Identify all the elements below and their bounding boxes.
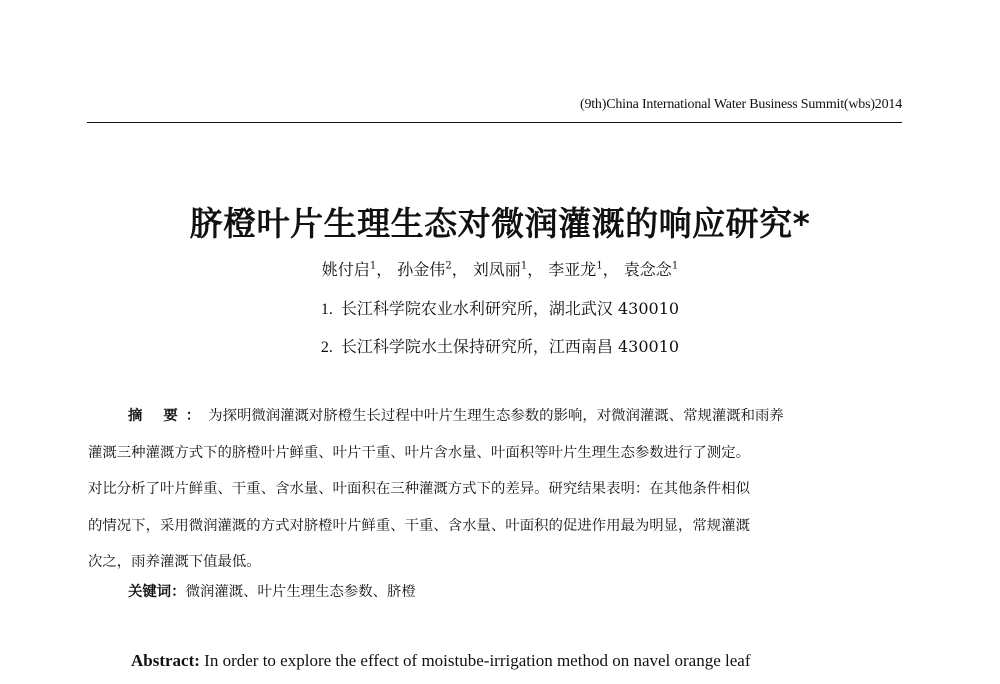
- author: 孙金伟$^2$，: [397, 260, 468, 279]
- chinese-abstract: [88, 398, 910, 581]
- affiliation-mark: 2: [445, 260, 452, 272]
- affiliation-2: [0, 334, 1000, 357]
- author: 刘凤丽$^1$，: [472, 260, 544, 279]
- english-abstract-text: In order to explore the effect of moistube-irrigation method on navel orange leaf: [204, 651, 751, 670]
- affiliation-mark: 1: [671, 260, 679, 272]
- author: 李亚龙$^1$，: [548, 260, 619, 279]
- keywords-text: 微润灌溉、叶片生理生态参数、脐橙: [185, 584, 416, 600]
- running-header: (9th)China International Water Business Summit(wbs)2014: [579, 97, 902, 112]
- author: 姚付启$^1$，: [321, 260, 393, 279]
- paper-title: 脐橙叶片生理生态对微润灌溉的响应研究*: [189, 204, 811, 243]
- english-abstract: [131, 651, 751, 671]
- abstract-label: 摘 要：: [128, 407, 209, 424]
- affiliation-mark: 1: [596, 260, 603, 272]
- abstract-line: 的情况下，采用微润灌溉的方式对脐橙叶片鲜重、干重、含水量、叶面积的促进作用最为明显，常规灌溉: [88, 517, 750, 534]
- author: 袁念念$^1$: [623, 260, 679, 279]
- keywords: [128, 580, 416, 601]
- affiliation-number: 1.: [320, 301, 333, 318]
- affiliation-text: 长江科学院水土保持研究所，江西南昌 430010: [340, 337, 680, 356]
- affiliation-mark: 1: [520, 260, 528, 272]
- affiliation-number: 2.: [320, 339, 333, 356]
- abstract-line: 摘 要：为探明微润灌溉对脐橙生长过程中叶片生理生态参数的影响，对微润灌溉、常规灌溉和雨养: [128, 407, 784, 424]
- english-abstract-label: Abstract:: [131, 651, 200, 670]
- abstract-line: 对比分析了叶片鲜重、干重、含水量、叶面积在三种灌溉方式下的差异。研究结果表明：在其他条件相似: [88, 481, 750, 497]
- keywords-label: 关键词：: [128, 583, 186, 600]
- abstract-line: 次之，雨养灌溉下值最低。: [88, 554, 261, 570]
- affiliation-1: [0, 296, 1000, 319]
- affiliation-text: 长江科学院农业水利研究所，湖北武汉 430010: [340, 299, 680, 318]
- abstract-line: 灌溉三种灌溉方式下的脐橙叶片鲜重、叶片干重、叶片含水量、叶面积等叶片生理生态参数进行了测定。: [88, 444, 750, 461]
- author-list: [0, 257, 1000, 280]
- header-rule: [87, 122, 902, 123]
- affiliation-mark: 1: [369, 260, 377, 272]
